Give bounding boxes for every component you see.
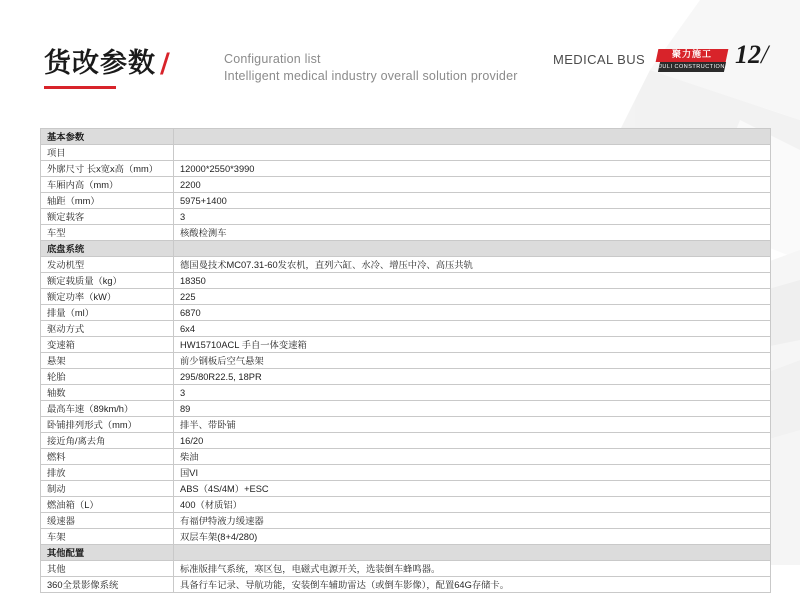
table-row [41, 161, 771, 177]
table-section-row [41, 545, 771, 561]
table-section-label: 底盘系统 [41, 241, 174, 257]
table-row [41, 193, 771, 209]
table-section-value [174, 129, 771, 145]
brand-logo [657, 49, 727, 73]
table-section-row [41, 241, 771, 257]
page-number-value: 12 [735, 40, 761, 69]
table-row [41, 481, 771, 497]
table-cell-label: 燃油箱（L） [41, 497, 174, 513]
table-cell-label: 360全景影像系统 [41, 577, 174, 593]
table-cell-value: 标准版排气系统，寒区包，电磁式电源开关，选装倒车蜂鸣器。 [174, 561, 771, 577]
table-cell-label: 轴距（mm） [41, 193, 174, 209]
table-section-value [174, 545, 771, 561]
table-row [41, 401, 771, 417]
table-cell-label: 车型 [41, 225, 174, 241]
table-row [41, 145, 771, 161]
table-cell-value: 295/80R22.5, 18PR [174, 369, 771, 385]
table-row [41, 561, 771, 577]
table-row [41, 209, 771, 225]
table-cell-label: 变速箱 [41, 337, 174, 353]
table-cell-value: 3 [174, 209, 771, 225]
table-cell-label: 卧铺排列形式（mm） [41, 417, 174, 433]
table-cell-value: 具备行车记录、导航功能，安装倒车辅助雷达（或倒车影像），配置64G存储卡。 [174, 577, 771, 593]
table-cell-value: 有福伊特液力缓速器 [174, 513, 771, 529]
table-cell-value: 6x4 [174, 321, 771, 337]
table-section-row [41, 129, 771, 145]
table-cell-value: 2200 [174, 177, 771, 193]
table-cell-label: 轴数 [41, 385, 174, 401]
table-row [41, 577, 771, 593]
table-cell-value: 核酸检测车 [174, 225, 771, 241]
table-cell-label: 燃料 [41, 449, 174, 465]
table-row [41, 529, 771, 545]
table-cell-value: 89 [174, 401, 771, 417]
table-row [41, 257, 771, 273]
brand-logo-cn [656, 49, 729, 62]
table-cell-label: 驱动方式 [41, 321, 174, 337]
table-row [41, 465, 771, 481]
page-title-text: 货改参数 [44, 48, 156, 79]
table-cell-value: 12000*2550*3990 [174, 161, 771, 177]
table-cell-label: 项目 [41, 145, 174, 161]
table-cell-value: 前少钢板后空气悬架 [174, 353, 771, 369]
table-row [41, 513, 771, 529]
brand-logo-cn-text: 聚力施工 [671, 50, 712, 60]
table-row [41, 353, 771, 369]
table-cell-value: 德国曼技术MC07.31-60发农机，直列六缸、水冷、增压中冷、高压共轨 [174, 257, 771, 273]
specification-table-body [41, 129, 771, 593]
table-cell-value: 6870 [174, 305, 771, 321]
table-cell-label: 额定功率（kW） [41, 289, 174, 305]
table-cell-label: 排量（ml） [41, 305, 174, 321]
table-cell-label: 排放 [41, 465, 174, 481]
table-cell-value: 3 [174, 385, 771, 401]
table-cell-value: 225 [174, 289, 771, 305]
table-cell-value: 5975+1400 [174, 193, 771, 209]
table-cell-label: 车厢内高（mm） [41, 177, 174, 193]
table-cell-value: ABS（4S/4M）+ESC [174, 481, 771, 497]
table-cell-value: 柴油 [174, 449, 771, 465]
table-cell-value: 国VI [174, 465, 771, 481]
table-cell-label: 制动 [41, 481, 174, 497]
specification-table-container [40, 128, 758, 593]
table-row [41, 385, 771, 401]
medical-bus-label: MEDICAL BUS [553, 52, 646, 67]
table-cell-label: 额定载客 [41, 209, 174, 225]
table-cell-label: 轮胎 [41, 369, 174, 385]
table-section-label: 基本参数 [41, 129, 174, 145]
table-section-value [174, 241, 771, 257]
table-row [41, 177, 771, 193]
table-cell-value: 16/20 [174, 433, 771, 449]
page-header [0, 0, 800, 105]
table-row [41, 417, 771, 433]
brand-logo-en [658, 62, 726, 72]
table-cell-label: 最高车速（89km/h） [41, 401, 174, 417]
table-row [41, 497, 771, 513]
table-cell-value: HW15710ACL 手自一体变速箱 [174, 337, 771, 353]
table-row [41, 433, 771, 449]
table-cell-label: 接近角/离去角 [41, 433, 174, 449]
table-row [41, 289, 771, 305]
table-cell-value: 400（材质铝） [174, 497, 771, 513]
table-cell-label: 外廓尺寸 长x宽x高（mm） [41, 161, 174, 177]
table-section-label: 其他配置 [41, 545, 174, 561]
table-cell-value [174, 145, 771, 161]
table-row [41, 305, 771, 321]
table-cell-value: 双层车架(8+4/280) [174, 529, 771, 545]
page-number-slash: / [761, 40, 769, 69]
table-row [41, 369, 771, 385]
table-cell-label: 悬架 [41, 353, 174, 369]
table-row [41, 337, 771, 353]
table-cell-label: 缓速器 [41, 513, 174, 529]
table-row [41, 449, 771, 465]
table-row [41, 225, 771, 241]
table-cell-value: 排半、带卧铺 [174, 417, 771, 433]
table-cell-label: 发动机型 [41, 257, 174, 273]
table-row [41, 273, 771, 289]
brand-logo-en-text: JULI CONSTRUCTION [659, 64, 725, 70]
table-cell-label: 车架 [41, 529, 174, 545]
subtitle-tagline: Intelligent medical industry overall solution provider [224, 69, 518, 83]
table-row [41, 321, 771, 337]
page-number [735, 40, 768, 70]
table-cell-label: 其他 [41, 561, 174, 577]
page-title [44, 41, 171, 80]
specification-table [40, 128, 771, 593]
table-cell-value: 18350 [174, 273, 771, 289]
table-cell-label: 额定载质量（kg） [41, 273, 174, 289]
subtitle-configuration-list: Configuration list [224, 52, 321, 66]
title-underline [44, 86, 116, 89]
page-title-slash: / [160, 48, 171, 79]
